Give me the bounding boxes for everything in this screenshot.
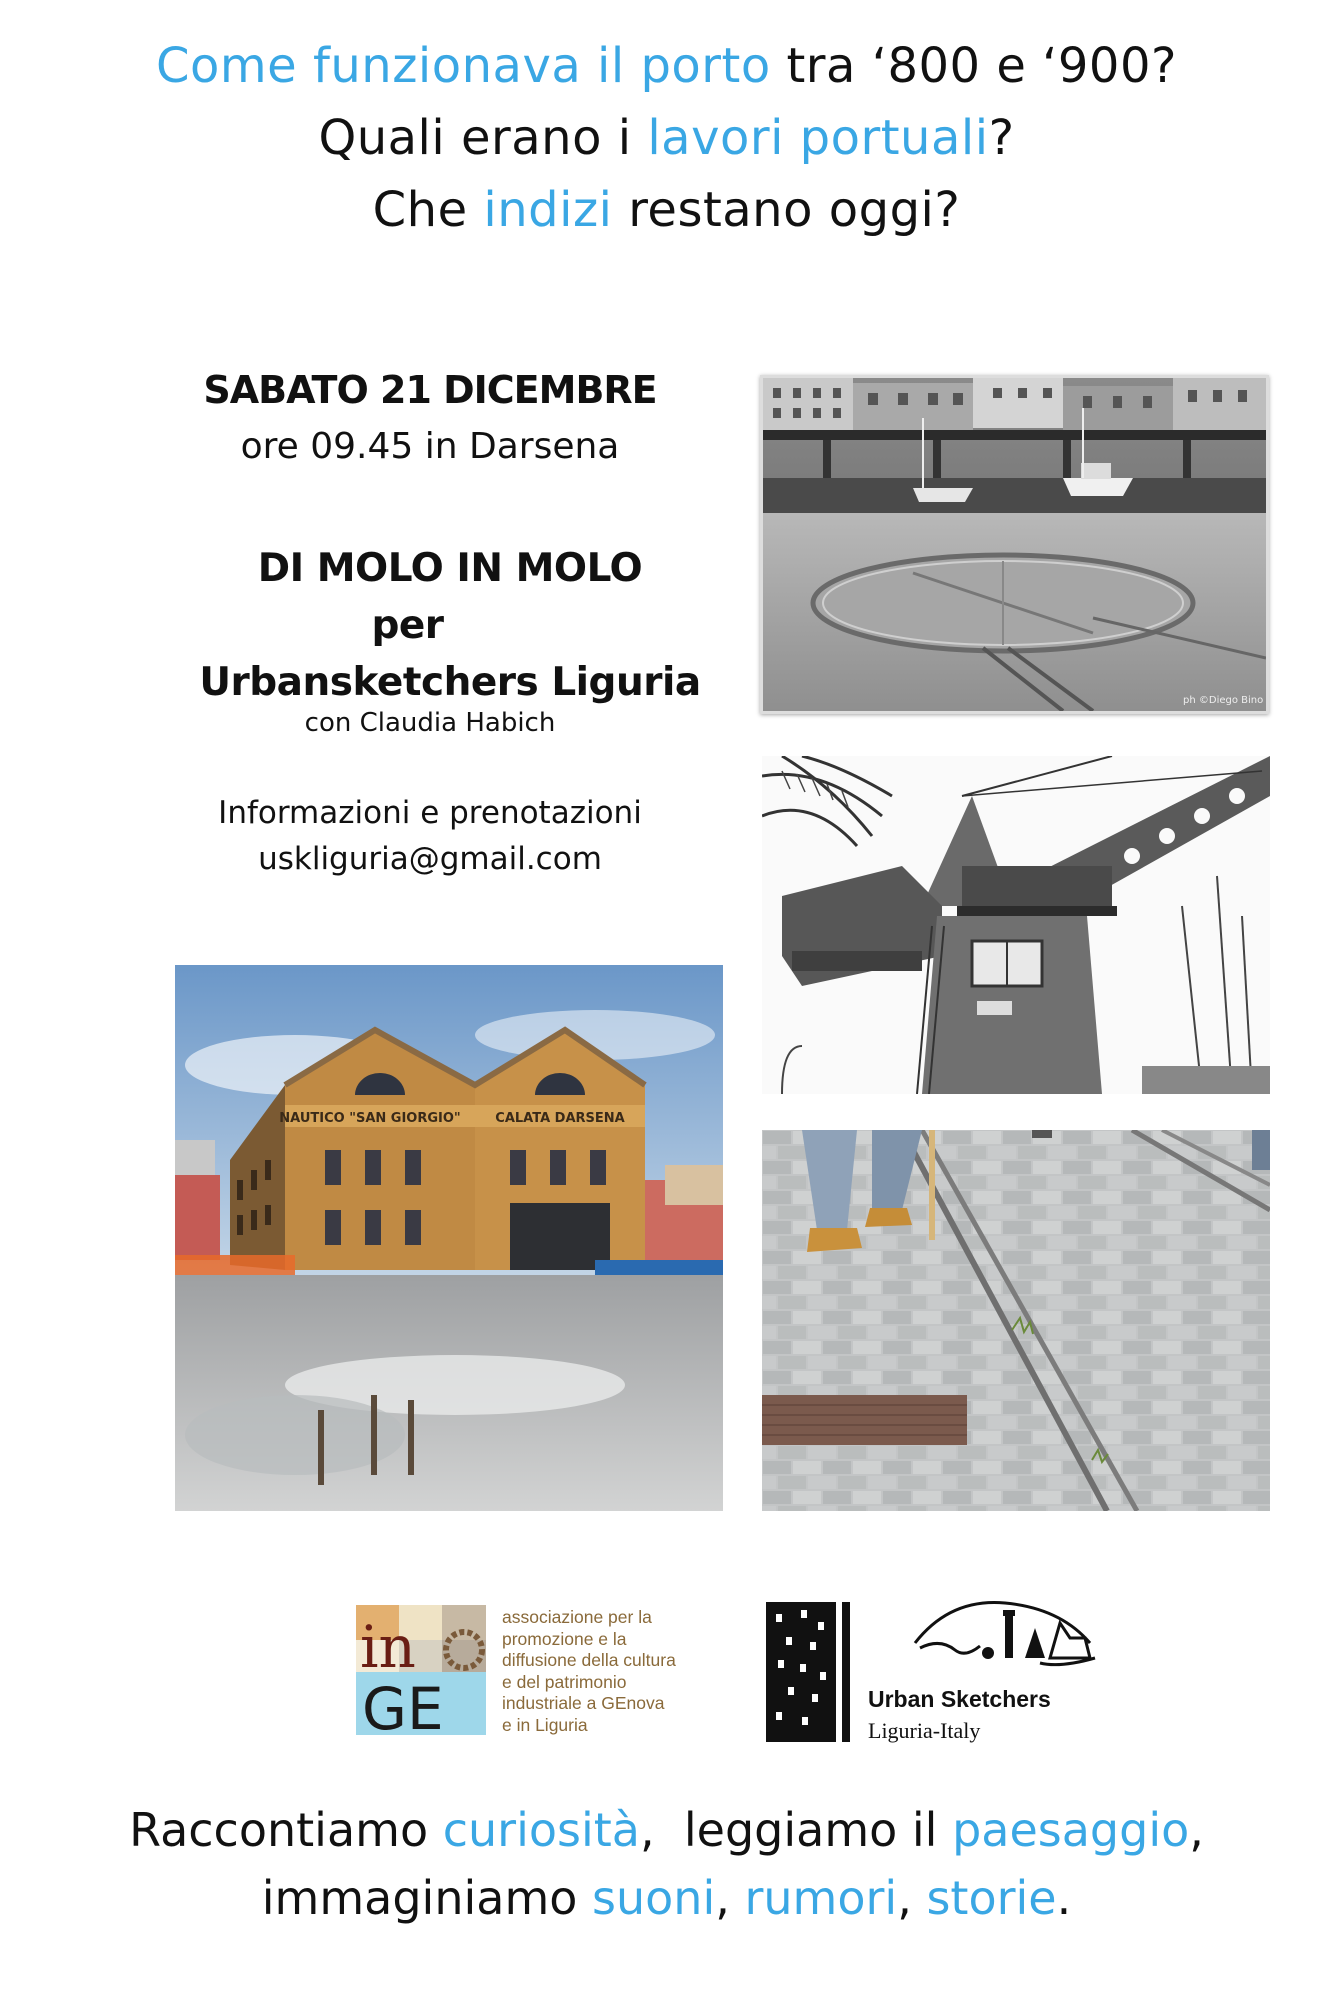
footer-tagline [0, 1796, 1333, 1932]
usk-name: Urban Sketchers [868, 1686, 1051, 1712]
footer-text: , [715, 1871, 745, 1925]
event-guide: con Claudia Habich [304, 708, 556, 738]
booking-label: Informazioni e prenotazioni [218, 795, 642, 831]
inge-letters-bottom: GE [362, 1675, 444, 1735]
headline-highlight: indizi [483, 182, 613, 238]
inge-line: e in Liguria [502, 1714, 588, 1735]
footer-highlight: rumori [744, 1871, 898, 1925]
footer-text: . [1056, 1871, 1072, 1925]
footer-highlight: suoni [592, 1871, 716, 1925]
headline-line-2 [0, 102, 1333, 174]
inge-line: promozione e la [502, 1628, 627, 1649]
inge-logo [356, 1605, 486, 1735]
footer-highlight: storie [926, 1871, 1057, 1925]
footer-text: Raccontiamo [129, 1803, 443, 1857]
inge-description [502, 1607, 752, 1736]
inge-line: industriale a GEnova [502, 1693, 665, 1713]
headline-text: tra ‘800 e ‘900? [770, 38, 1177, 94]
booking-info [130, 790, 730, 882]
footer-highlight: paesaggio [952, 1803, 1190, 1857]
headline-text: Che [372, 182, 484, 238]
inge-letters-top: in [360, 1613, 416, 1681]
usk-building-icon [766, 1602, 856, 1742]
sign-left: NAUTICO "SAN GIORGIO" [279, 1111, 461, 1126]
headline-highlight: lavori portuali [647, 110, 989, 166]
headline-text: restano oggi? [612, 182, 961, 238]
port-crane-photo [762, 756, 1270, 1094]
footer-text: , [1189, 1803, 1204, 1857]
headline-text: ? [988, 110, 1015, 166]
photo-credit: ph ©Diego Bino [1183, 695, 1264, 706]
headline-text: Quali erano i [318, 110, 648, 166]
event-title-line: DI MOLO IN MOLO [257, 546, 643, 591]
footer-line-1 [0, 1796, 1333, 1864]
usk-subtitle: Liguria-Italy [868, 1718, 981, 1743]
inge-line: diffusione della cultura [502, 1650, 676, 1670]
headline-line-3 [0, 174, 1333, 246]
headline-highlight: Come funzionava il porto [156, 38, 771, 94]
event-title [90, 540, 810, 711]
footer-line-2 [0, 1864, 1333, 1932]
event-time: ore 09.45 in Darsena [240, 426, 620, 467]
footer-text: immaginiamo [261, 1871, 593, 1925]
headline-line-1 [0, 30, 1333, 102]
walking-on-rails-photo [762, 1130, 1270, 1511]
footer-text: , [897, 1871, 927, 1925]
booking-email[interactable]: uskliguria@gmail.com [258, 841, 602, 877]
footer-text: , leggiamo il [640, 1803, 953, 1857]
sign-right: CALATA DARSENA [495, 1111, 625, 1126]
event-date: SABATO 21 DICEMBRE [203, 368, 657, 412]
footer-highlight: curiosità [442, 1803, 640, 1857]
harbor-turntable-photo [760, 375, 1269, 714]
event-title-line: per [371, 603, 444, 648]
usk-skyline-drawing [910, 1598, 1100, 1678]
headline [0, 30, 1333, 246]
inge-line: e del patrimonio [502, 1671, 627, 1692]
darsena-building-photo [175, 965, 723, 1511]
inge-line: associazione per la [502, 1607, 652, 1627]
event-title-line: Urbansketchers Liguria [199, 660, 701, 705]
